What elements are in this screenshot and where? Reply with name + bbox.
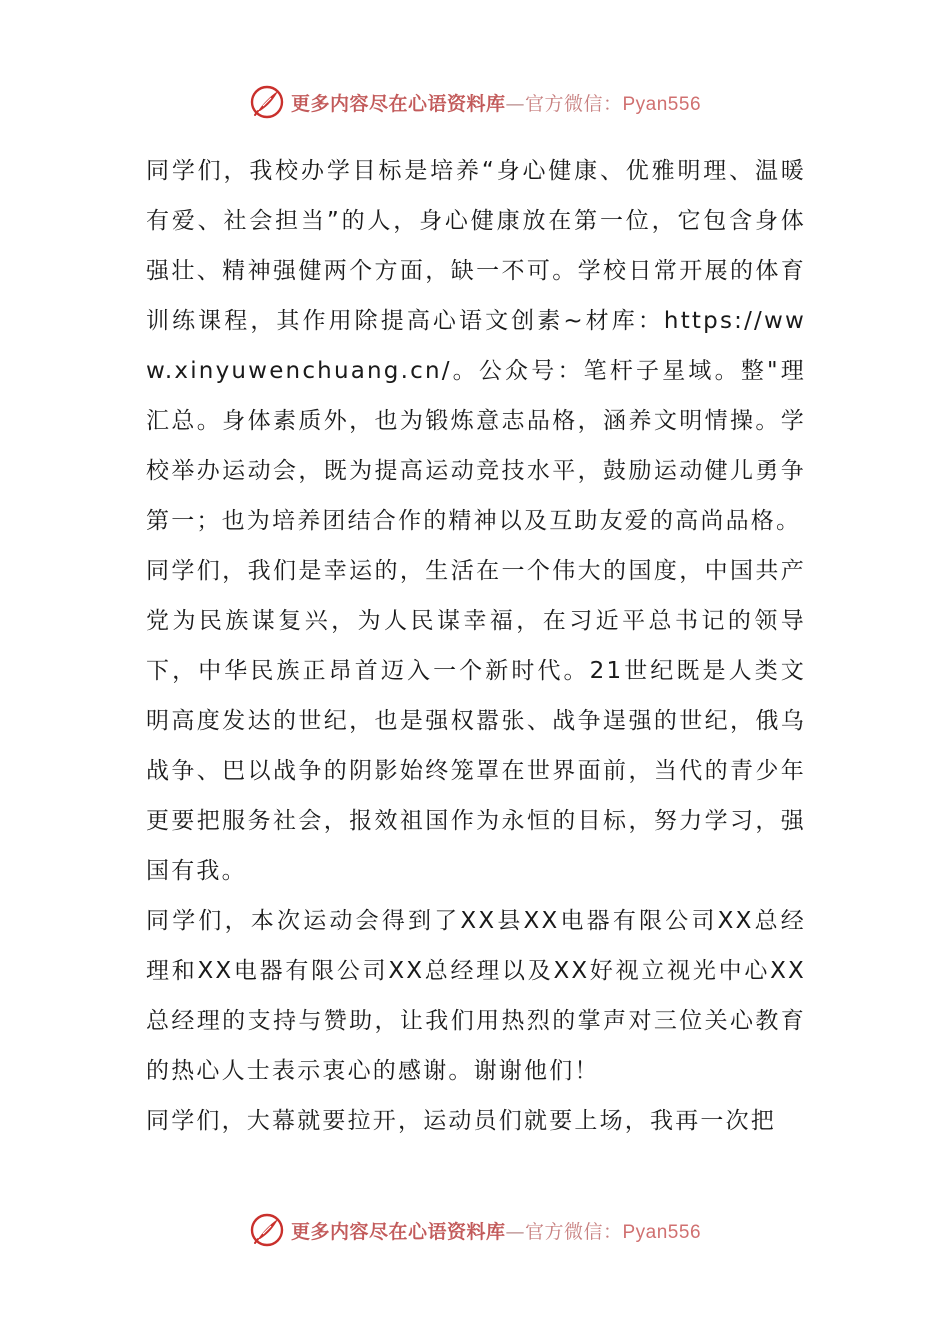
footer-dash: — (505, 1220, 525, 1243)
footer-banner-text (291, 1217, 701, 1244)
header-wechat-id: Pyan556 (622, 93, 702, 115)
header-contact-label: 官方微信： (524, 92, 623, 115)
footer-brand: 更多内容尽在心语资料库 (290, 1220, 506, 1243)
header-banner-text (291, 89, 701, 116)
footer-banner (0, 1208, 950, 1252)
document-body (146, 146, 806, 1146)
paragraph-1: 同学们，我校办学目标是培养“身心健康、优雅明理、温暖有爱、社会担当”的人，身心健康放在第一位，它包含身体强壮、精神强健两个方面，缺一不可。学校日常开展的体育训练课程，其作用除提高心语文创素~材库：https://www.xinyuwenchuang.cn/。公众号：笔杆子星域。整"理汇总。身体素质外，也为锻炼意志品格，涵养文明情操。学校举办运动会，既为提高运动竞技水平，鼓励运动健儿勇争第一；也为培养团结合作的精神以及互助友爱的高尚品格。 (146, 158, 806, 534)
paragraph-4: 同学们，大幕就要拉开，运动员们就要上场，我再一次把 (146, 1108, 776, 1134)
paragraph-3: 同学们，本次运动会得到了XX县XX电器有限公司XX总经理和XX电器有限公司XX总经理以及XX好视立视光中心XX总经理的支持与赞助，让我们用热烈的掌声对三位关心教育的热心人士表示衷心的感谢。谢谢他们！ (146, 908, 806, 1084)
header-dash: — (505, 92, 525, 115)
header-banner (0, 80, 950, 124)
quill-pen-logo-icon (249, 1212, 285, 1248)
paragraph-2: 同学们，我们是幸运的，生活在一个伟大的国度，中国共产党为民族谋复兴，为人民谋幸福，在习近平总书记的领导下，中华民族正昂首迈入一个新时代。21世纪既是人类文明高度发达的世纪，也是强权嚣张、战争逞强的世纪，俄乌战争、巴以战争的阴影始终笼罩在世界面前，当代的青少年更要把服务社会，报效祖国作为永恒的目标，努力学习，强国有我。 (146, 558, 806, 884)
header-brand: 更多内容尽在心语资料库 (290, 92, 506, 115)
quill-pen-logo-icon (249, 84, 285, 120)
footer-wechat-id: Pyan556 (622, 1221, 702, 1243)
footer-contact-label: 官方微信： (524, 1220, 623, 1243)
